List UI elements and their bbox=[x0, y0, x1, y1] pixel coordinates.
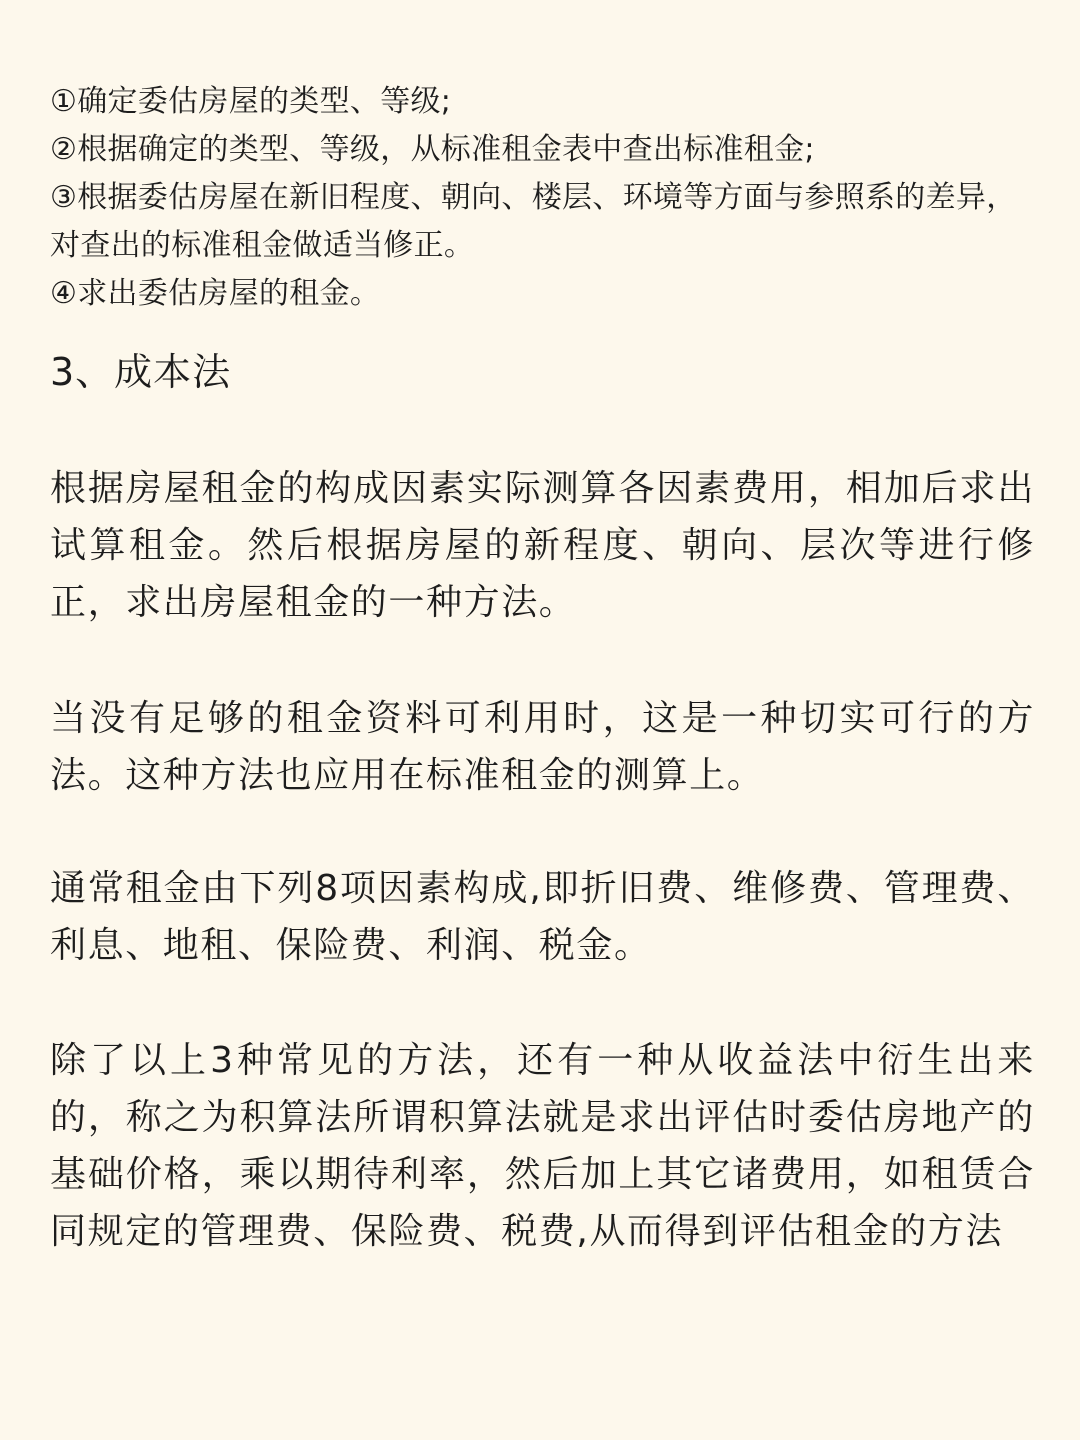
step-list bbox=[50, 78, 1035, 318]
step-item-2: ②根据确定的类型、等级，从标准租金表中查出标准租金; bbox=[50, 132, 815, 167]
step-item-3: ③根据委估房屋在新旧程度、朝向、楼层、环境等方面与参照系的差异，对查出的标准租金做适当修正。 bbox=[50, 180, 1017, 263]
section-title: 3、成本法 bbox=[50, 350, 232, 394]
paragraph-applicability: 当没有足够的租金资料可利用时，这是一种切实可行的方法。这种方法也应用在标准租金的测算上。 bbox=[50, 698, 1035, 796]
paragraph-definition: 根据房屋租金的构成因素实际测算各因素费用，相加后求出试算租金。然后根据房屋的新程度、朝向、层次等进行修正，求出房屋租金的一种方法。 bbox=[50, 468, 1035, 623]
step-item-1: ①确定委估房屋的类型、等级; bbox=[50, 84, 452, 119]
paragraph-rent-factors: 通常租金由下列8项因素构成,即折旧费、维修费、管理费、利息、地租、保险费、利润、税金。 bbox=[50, 868, 1035, 966]
step-item-4: ④求出委估房屋的租金。 bbox=[50, 276, 381, 311]
paragraph-accumulation-method: 除了以上3种常见的方法，还有一种从收益法中衍生出来的，称之为积算法所谓积算法就是求出评估时委估房地产的基础价格，乘以期待利率，然后加上其它诸费用，如租赁合同规定的管理费、保险费、税费,从而得到评估租金的方法 bbox=[50, 1040, 1035, 1252]
